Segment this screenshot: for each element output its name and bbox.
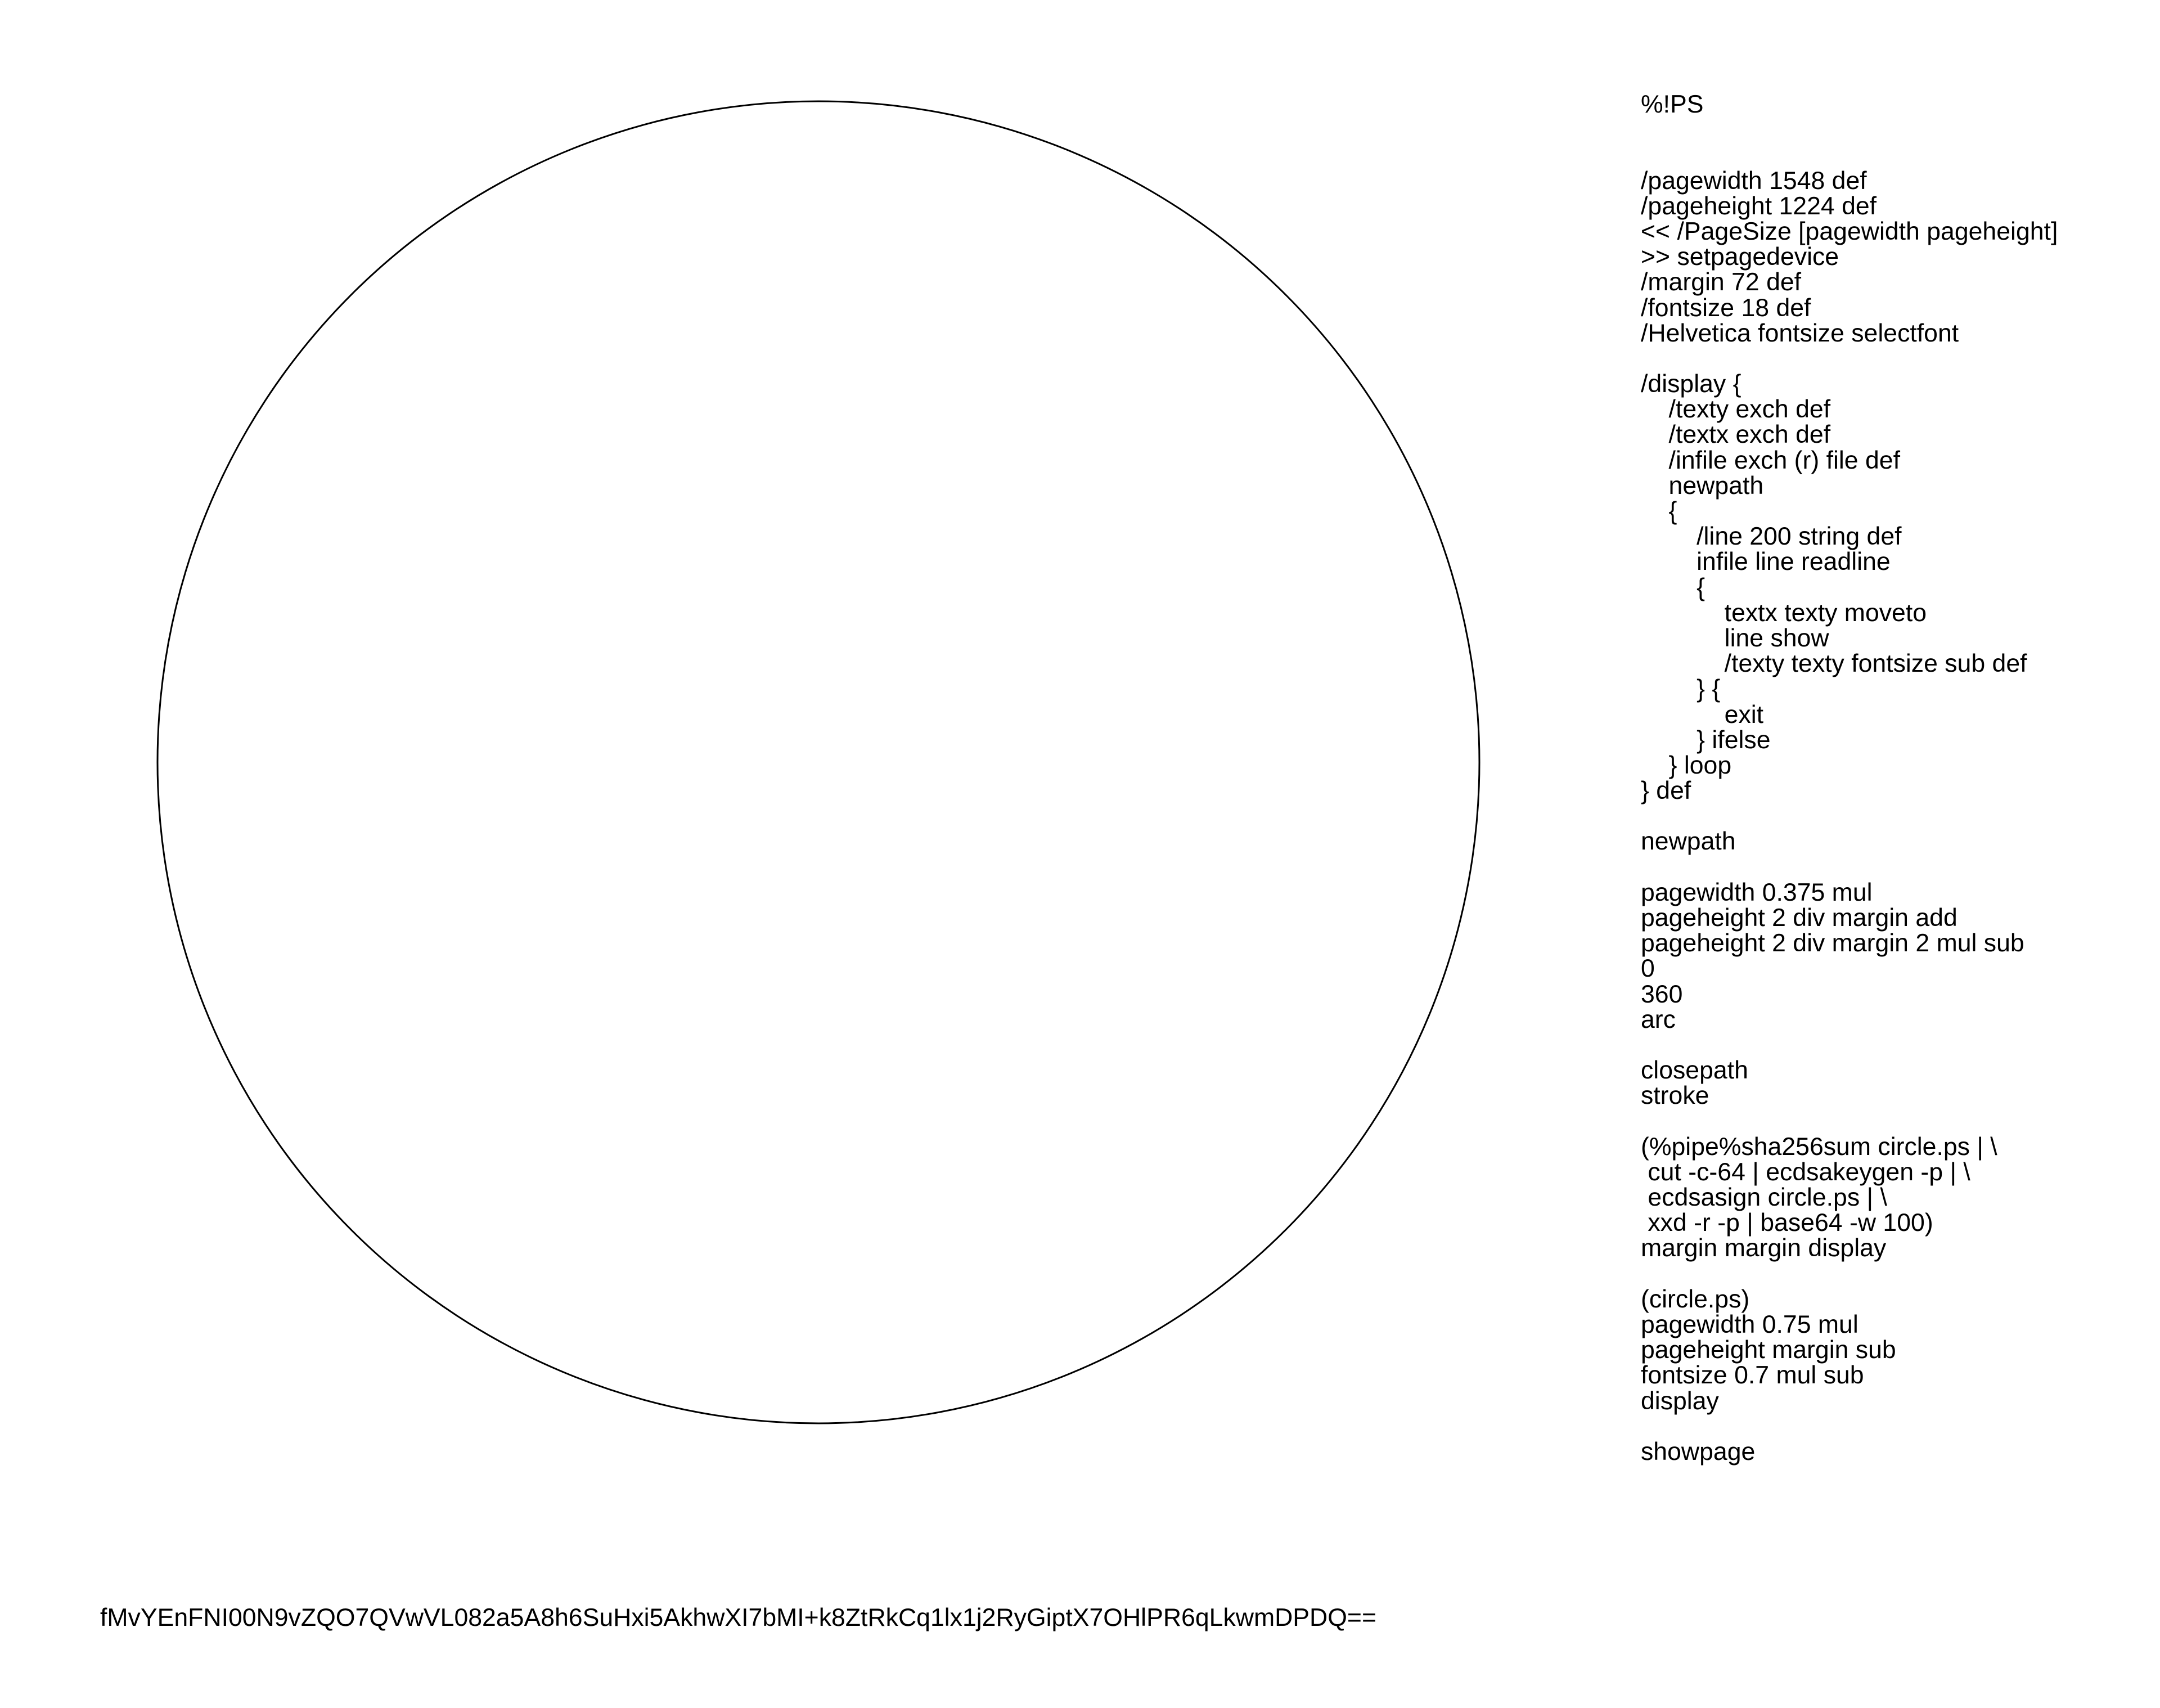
- source-line: textx texty moveto: [1641, 599, 1927, 627]
- source-line: (%pipe%sha256sum circle.ps | \: [1641, 1132, 1997, 1161]
- source-line: pagewidth 0.375 mul: [1641, 878, 1873, 906]
- source-line: cut -c-64 | ecdsakeygen -p | \: [1641, 1158, 1970, 1186]
- source-line: /line 200 string def: [1641, 523, 1902, 551]
- source-line: /margin 72 def: [1641, 268, 1802, 296]
- source-line: newpath: [1641, 828, 1736, 856]
- source-line: {: [1641, 573, 1706, 601]
- source-line: [1641, 1109, 2058, 1134]
- source-line: [1641, 346, 2058, 371]
- source-line: /pageheight 1224 def: [1641, 192, 1877, 220]
- source-line: display: [1641, 1387, 1719, 1415]
- source-line: /texty texty fontsize sub def: [1641, 650, 2027, 678]
- source-line: /Helvetica fontsize selectfont: [1641, 319, 1959, 347]
- signature-text: fMvYEnFNI00N9vZQO7QVwVL082a5A8h6SuHxi5AkhwXI7bMI+k8ZtRkCq1lx1j2RyGiptX7OHlPR6qLkwmDPDQ==: [100, 1604, 1377, 1631]
- source-line: << /PageSize [pagewidth pageheight]: [1641, 217, 2058, 245]
- source-line: /infile exch (r) file def: [1641, 446, 1900, 474]
- source-line: >> setpagedevice: [1641, 243, 1839, 271]
- source-line: [1641, 1414, 2058, 1439]
- source-line: 360: [1641, 980, 1683, 1008]
- source-line: line show: [1641, 624, 1829, 652]
- source-line: } loop: [1641, 751, 1732, 779]
- source-line: /textx exch def: [1641, 421, 1831, 449]
- source-line: {: [1641, 497, 1677, 525]
- source-line: } {: [1641, 675, 1721, 703]
- source-line: pagewidth 0.75 mul: [1641, 1311, 1858, 1338]
- source-line: [1641, 117, 2058, 142]
- source-line: pageheight 2 div margin add: [1641, 904, 1958, 932]
- source-line: /display {: [1641, 370, 1742, 398]
- source-line: [1641, 803, 2058, 829]
- source-line: [1641, 1032, 2058, 1058]
- source-line: closepath: [1641, 1057, 1748, 1085]
- source-line: /texty exch def: [1641, 395, 1831, 424]
- source-line: pageheight margin sub: [1641, 1336, 1896, 1364]
- source-line: [1641, 855, 2058, 880]
- source-line: ecdsasign circle.ps | \: [1641, 1184, 1887, 1212]
- source-line: fontsize 0.7 mul sub: [1641, 1361, 1864, 1390]
- source-line: infile line readline: [1641, 548, 1891, 576]
- source-line: margin margin display: [1641, 1234, 1887, 1262]
- source-line: xxd -r -p | base64 -w 100): [1641, 1209, 1933, 1237]
- circle-outline: [158, 101, 1479, 1423]
- source-line: stroke: [1641, 1082, 1709, 1110]
- source-line: 0: [1641, 955, 1655, 983]
- source-line: arc: [1641, 1005, 1676, 1033]
- source-line: /fontsize 18 def: [1641, 294, 1811, 322]
- source-line: %!PS: [1641, 91, 1704, 118]
- source-line: } def: [1641, 777, 1691, 805]
- source-line: [1641, 1261, 2058, 1287]
- source-line: [1641, 142, 2058, 168]
- source-line: showpage: [1641, 1437, 1756, 1466]
- source-line: /pagewidth 1548 def: [1641, 167, 1867, 195]
- source-line: newpath: [1641, 471, 1764, 500]
- postscript-source-listing: [1641, 92, 2058, 1464]
- source-line: pageheight 2 div margin 2 mul sub: [1641, 929, 2024, 958]
- source-line: exit: [1641, 700, 1764, 729]
- source-line: } ifelse: [1641, 726, 1771, 754]
- source-line: (circle.ps): [1641, 1285, 1750, 1313]
